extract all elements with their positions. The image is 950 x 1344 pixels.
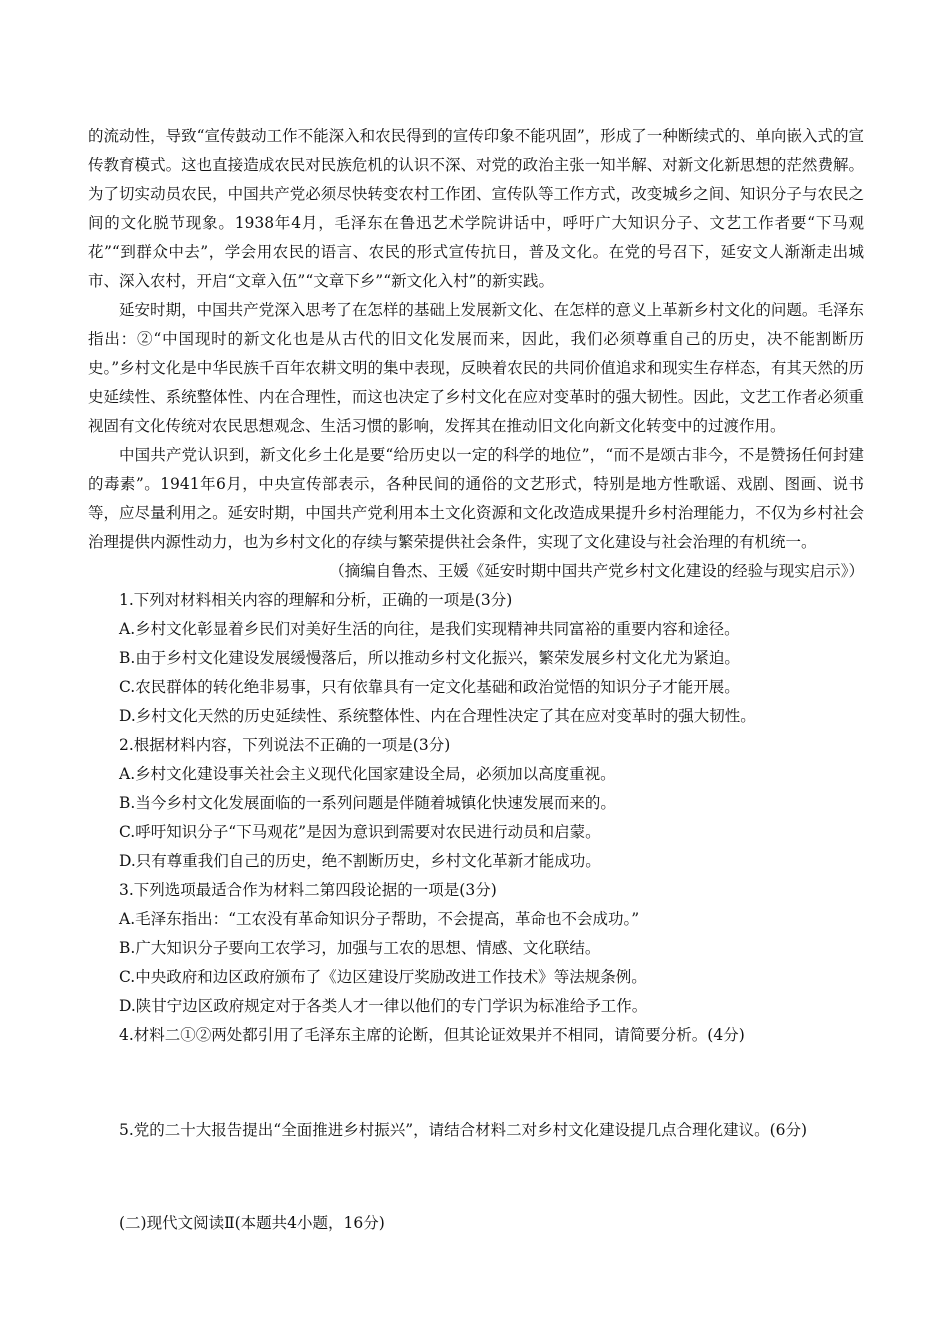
passage-paragraph-1: 的流动性，导致“宣传鼓动工作不能深入和农民得到的宣传印象不能巩固”，形成了一种断续式的、单向嵌入式的宣传教育模式。这也直接造成农民对民族危机的认识不深、对党的政治主张一知半解、对新文化新思想的茫然费解。为了切实动员农民，中国共产党必须尽快转变农村工作团、宣传队等工作方式，改变城乡之间、知识分子与农民之间的文化脱节现象。1938年4月，毛泽东在鲁迅艺术学院讲话中，呼吁广大知识分子、文艺工作者要“下马观花”“到群众中去”，学会用农民的语言、农民的形式宣传抗日，普及文化。在党的号召下，延安文人渐渐走出城市、深入农村，开启“文章入伍”“文章下乡”“新文化入村”的新实践。 (88, 127, 864, 290)
question-5 (88, 1116, 864, 1145)
question-4-stem: 4.材料二①②两处都引用了毛泽东主席的论断，但其论证效果并不相同，请简要分析。(4分) (119, 1026, 745, 1044)
passage-source: （摘编自鲁杰、王媛《延安时期中国共产党乡村文化建设的经验与现实启示》） (329, 562, 864, 580)
question-3 (88, 876, 864, 1021)
question-5-stem: 5.党的二十大报告提出“全面推进乡村振兴”，请结合材料二对乡村文化建设提几点合理化建议。(6分) (119, 1121, 808, 1139)
question-2-option-b: B.当今乡村文化发展面临的一系列问题是伴随着城镇化快速发展而来的。 (119, 794, 616, 812)
passage-paragraph-2: 延安时期，中国共产党深入思考了在怎样的基础上发展新文化、在怎样的意义上革新乡村文化的问题。毛泽东指出：②“中国现时的新文化也是从古代的旧文化发展而来，因此，我们必须尊重自己的历史，决不能割断历史。”乡村文化是中华民族千百年农耕文明的集中表现，反映着农民的共同价值追求和现实生存样态，有其天然的历史延续性、系统整体性、内在合理性，而这也决定了乡村文化在应对变革时的强大韧性。因此，文艺工作者必须重视固有文化传统对农民思想观念、生活习惯的影响，发挥其在推动旧文化向新文化转变中的过渡作用。 (88, 301, 864, 435)
question-3-stem: 3.下列选项最适合作为材料二第四段论据的一项是(3分) (119, 881, 497, 899)
question-1-option-c: C.农民群体的转化绝非易事，只有依靠具有一定文化基础和政治觉悟的知识分子才能开展。 (119, 678, 740, 696)
question-3-option-d: D.陕甘宁边区政府规定对于各类人才一律以他们的专门学识为标准给予工作。 (119, 997, 648, 1015)
question-2-option-a: A.乡村文化建设事关社会主义现代化国家建设全局，必须加以高度重视。 (119, 765, 616, 783)
question-4 (88, 1021, 864, 1050)
question-2-option-d: D.只有尊重我们自己的历史，绝不割断历史，乡村文化革新才能成功。 (119, 852, 601, 870)
question-2-stem: 2.根据材料内容，下列说法不正确的一项是(3分) (119, 736, 451, 754)
question-1-option-d: D.乡村文化天然的历史延续性、系统整体性、内在合理性决定了其在应对变革时的强大韧性。 (119, 707, 756, 725)
question-1 (88, 586, 864, 731)
question-1-option-a: A.乡村文化彰显着乡民们对美好生活的向往，是我们实现精神共同富裕的重要内容和途径。 (119, 620, 740, 638)
answer-space-q5 (88, 1145, 864, 1209)
exam-page (88, 122, 864, 1238)
answer-space-q4 (88, 1050, 864, 1116)
question-3-option-c: C.中央政府和边区政府颁布了《边区建设厅奖励改进工作技术》等法规条例。 (119, 968, 647, 986)
question-1-stem: 1.下列对材料相关内容的理解和分析，正确的一项是(3分) (119, 591, 513, 609)
question-2-option-c: C.呼吁知识分子“下马观花”是因为意识到需要对农民进行动员和启蒙。 (119, 823, 601, 841)
section-heading: (二)现代文阅读Ⅱ(本题共4小题，16分) (119, 1214, 385, 1232)
passage-paragraph-3: 中国共产党认识到，新文化乡土化是要“给历史以一定的科学的地位”，“而不是颂古非今，不是赞扬任何封建的毒素”。1941年6月，中央宣传部表示，各种民间的通俗的文艺形式，特别是地方性歌谣、戏剧、图画、说书等，应尽量利用之。延安时期，中国共产党利用本土文化资源和文化改造成果提升乡村治理能力，不仅为乡村社会治理提供内源性动力，也为乡村文化的存续与繁荣提供社会条件，实现了文化建设与社会治理的有机统一。 (88, 446, 864, 551)
question-3-option-b: B.广大知识分子要向工农学习，加强与工农的思想、情感、文化联结。 (119, 939, 601, 957)
question-1-option-b: B.由于乡村文化建设发展缓慢落后，所以推动乡村文化振兴，繁荣发展乡村文化尤为紧迫。 (119, 649, 740, 667)
question-3-option-a: A.毛泽东指出：“工农没有革命知识分子帮助，不会提高，革命也不会成功。” (119, 910, 640, 928)
question-2 (88, 731, 864, 876)
